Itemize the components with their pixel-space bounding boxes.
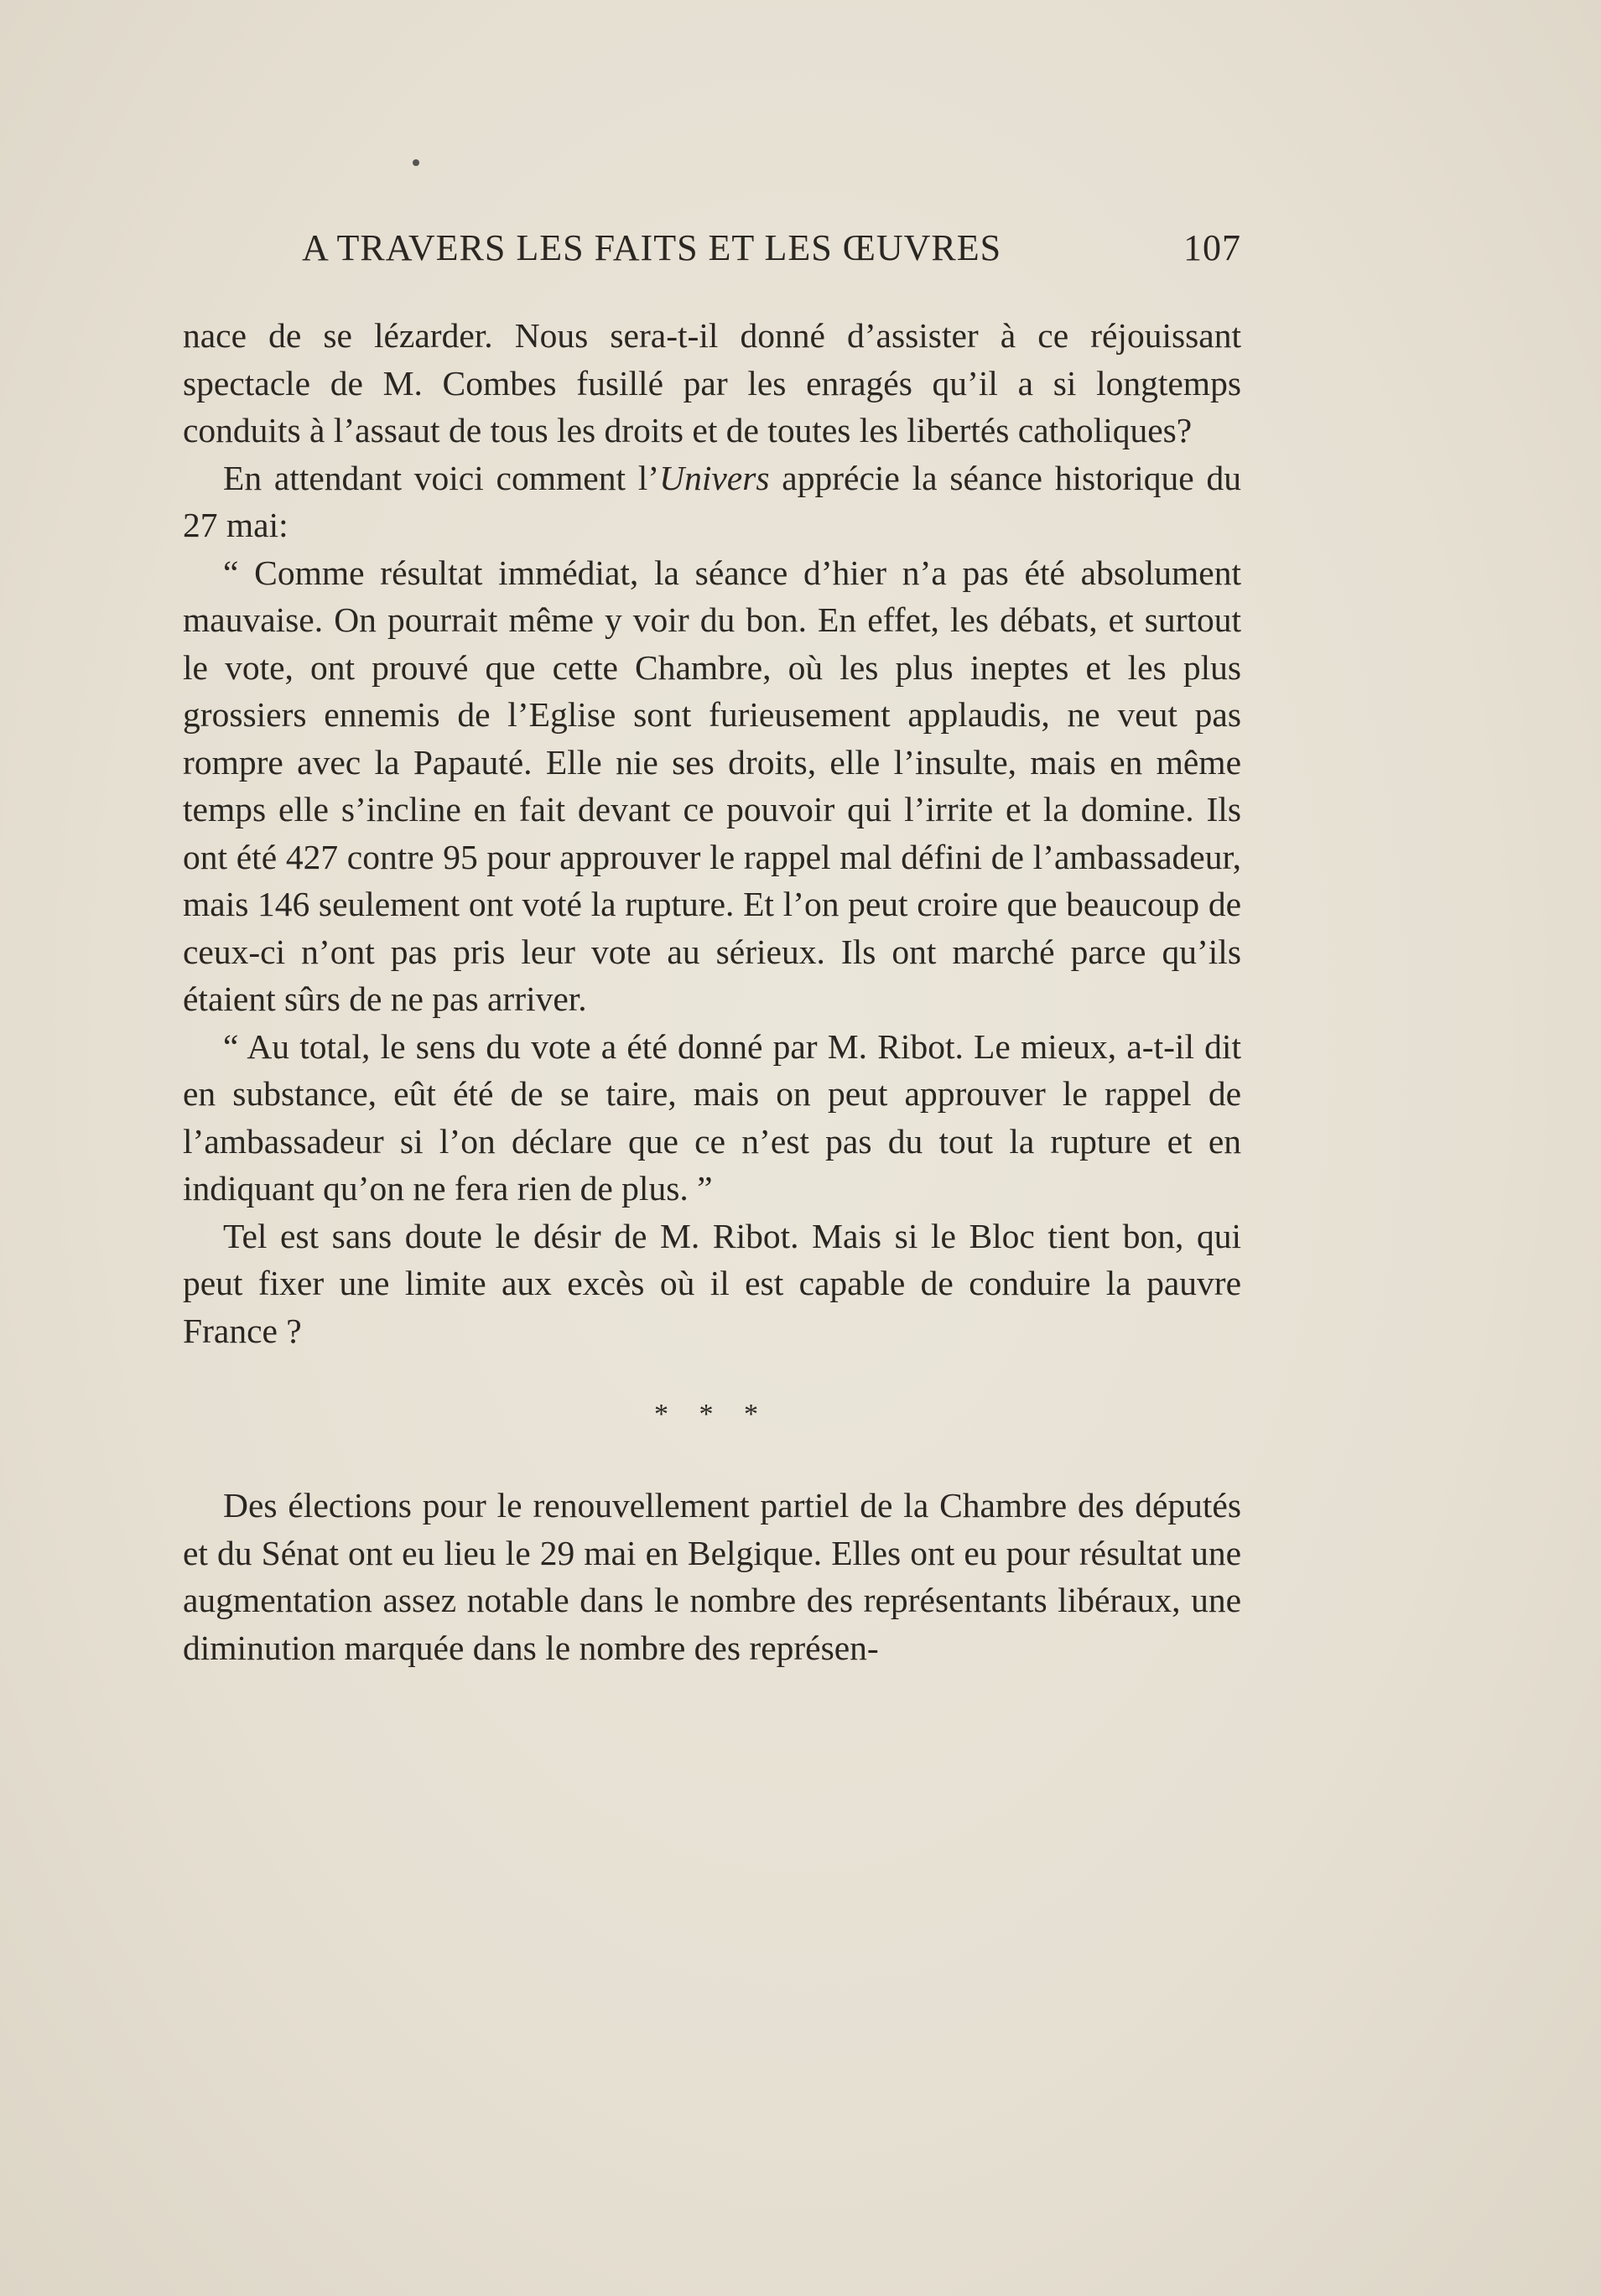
paragraph-6: Des élections pour le renouvellement partiel de la Chambre des députés et du Sénat ont eu lieu le 29 mai en Belgique. Elles ont eu pour résultat une augmentation assez notable dans le nombre des représentants libéraux, une diminution marquée dans le nombre des représen- [183,1486,1241,1667]
page-header [180,226,1241,277]
quote-paragraph-2: “ Au total, le sens du vote a été donné par M. Ribot. Le mieux, a-t-il dit en substance, eût été de se taire, mais on peut approuver le rappel de l’ambassadeur si l’on déclare que ce n’est pas du tout la rupture et en indiquant qu’on ne fera rien de plus. ” [183,1026,1241,1208]
quote-paragraph-1: “ Comme résultat immédiat, la séance d’hier n’a pas été absolument mauvaise. On pourrait même y voir du bon. En effet, les débats, et surtout le vote, ont prouvé que cette Chambre, où les plus ineptes et les plus grossiers ennemis de l’Eglise sont furieusement applaudis, ne veut pas rompre avec la Papauté. Elle nie ses droits, elle l’insulte, mais en même temps elle s’incline en fait devant ce pouvoir qui l’irrite et la domine. Ils ont été 427 contre 95 pour approuver le rappel mal défini de l’ambassadeur, mais 146 seulement ont voté la rupture. Et l’on peut croire que beaucoup de ceux-ci n’ont pas pris leur vote au sérieux. Ils ont marché parce qu’ils étaient sûrs de ne pas arriver. [183,553,1241,1018]
paragraph-5: Tel est sans doute le désir de M. Ribot. Mais si le Bloc tient bon, qui peut fixer une limite aux excès où il est capable de conduire la pauvre France ? [183,1216,1241,1350]
paragraph-2-end: apprécie la séance historique du 27 mai: [183,458,1241,544]
section-separator: * * * [654,1399,770,1430]
univers-title: Univers [659,458,770,497]
paragraph-2-start: En attendant voici comment l’ [223,458,660,497]
page-number: 107 [1183,227,1241,268]
running-title: A TRAVERS LES FAITS ET LES ŒUVRES [302,227,1002,268]
paragraph-2 [183,455,1241,549]
paragraph-1: nace de se lézarder. Nous sera-t-il donné d’assister à ce réjouissant spectacle de M. Combes fusillé par les enragés qu’il a si longtemps conduits à l’assaut de tous les droits et de toutes les libertés catholiques? [183,316,1241,449]
body-text [183,312,1241,1671]
ink-speck [413,159,419,166]
